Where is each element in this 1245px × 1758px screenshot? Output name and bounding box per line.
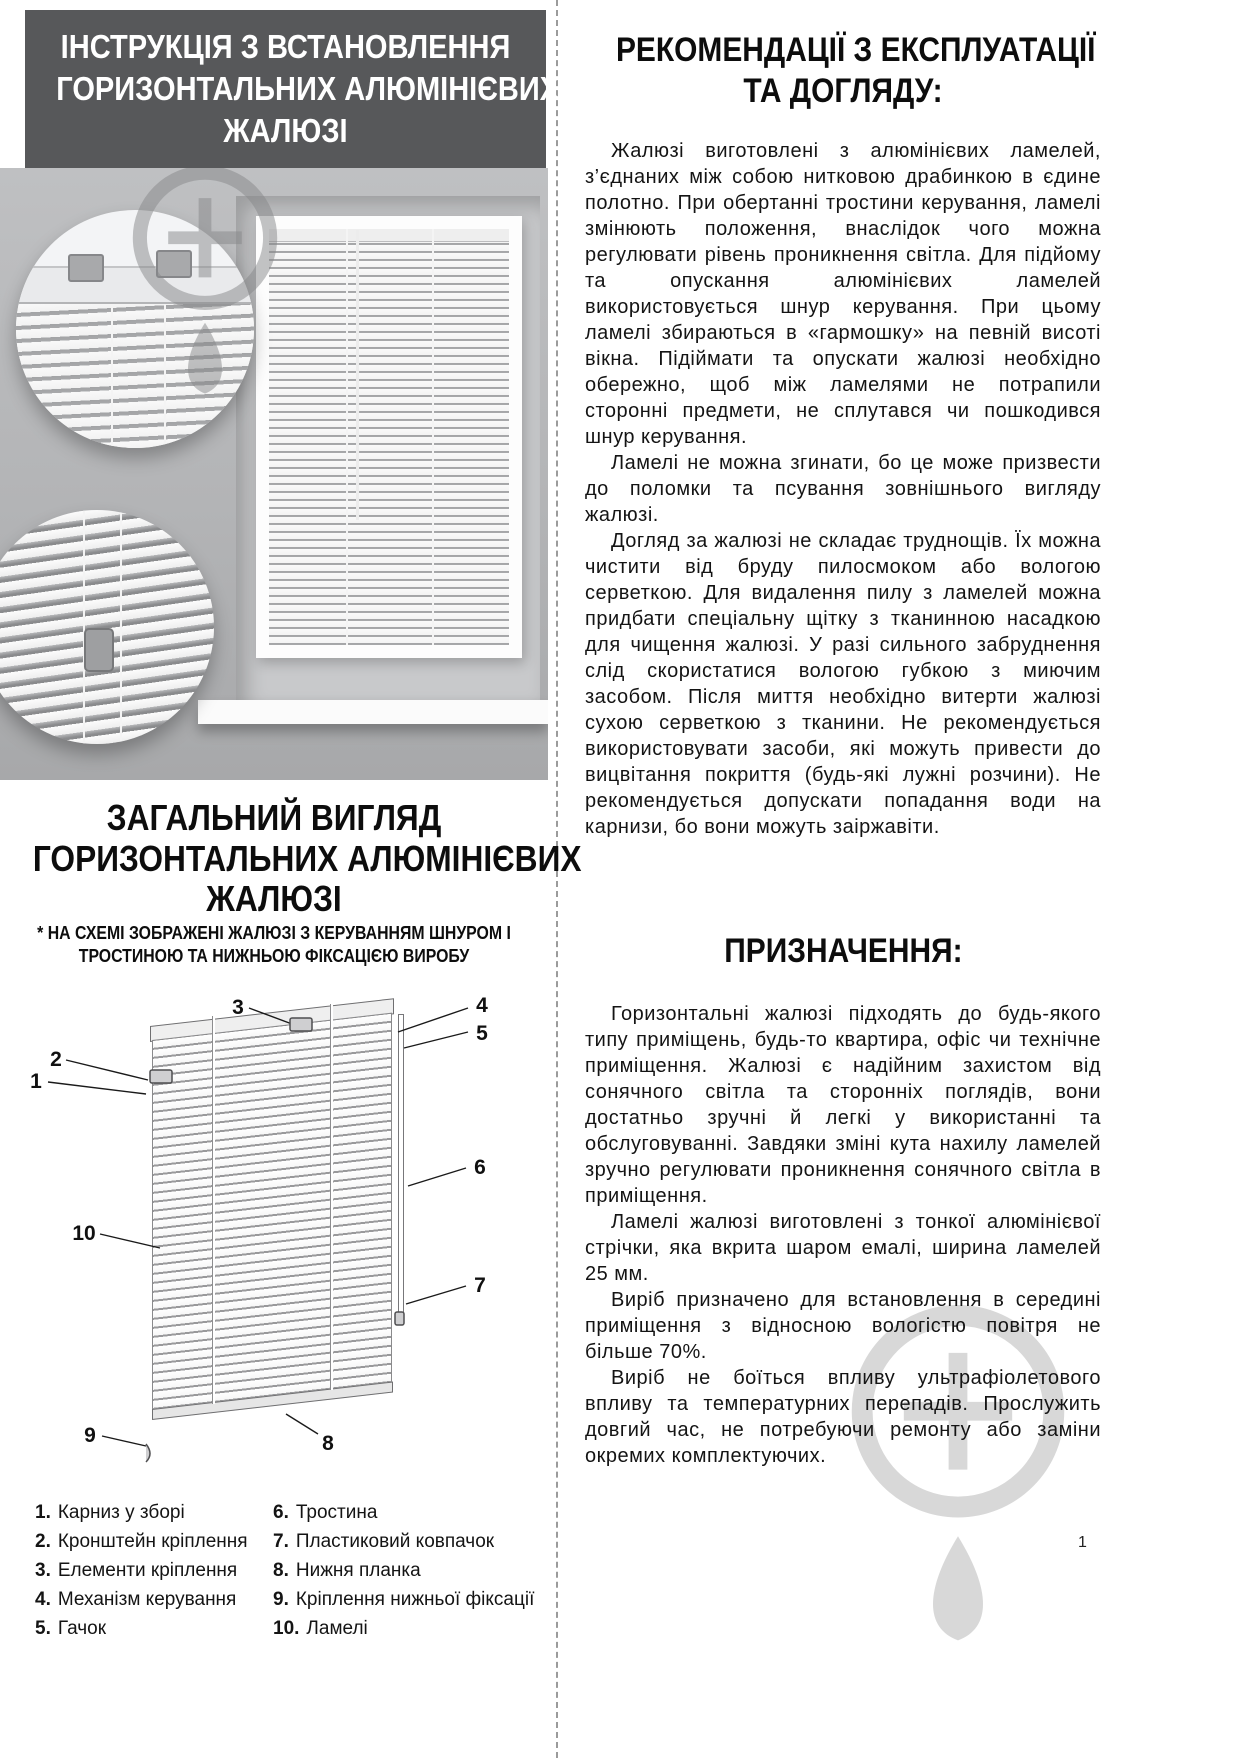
legend-item	[273, 1498, 548, 1527]
instructions-header	[25, 10, 560, 168]
blind-cord	[432, 229, 434, 645]
callout-number: 3	[232, 996, 244, 1019]
legend-label: Тростина	[295, 1502, 378, 1523]
paragraph: Жалюзі виготовлені з алюмінієвих ламелей, з’єднаних між собою нитковою драбинкою в єдине полотно. При обертанні тростини керування, ламелі змінюють положення, внаслідок чого можна регулювати рівень проникнення світла. Для підйому та опускання алюмінієвих ламелей використовується шнур керування. При цьому ламелі збираються в «гармошку» на певній висоті вікна. Підіймати та опускати жалюзі необхідно обережно, щоб між ламелями не потрапили сторонні предмети, не сплутався чи пошкодився шнур керування.	[585, 139, 1101, 448]
purpose-text	[585, 1001, 1101, 1469]
blind-cord	[346, 229, 348, 645]
overview-title-line: ЖАЛЮЗІ	[206, 878, 342, 920]
legend-item	[35, 1556, 273, 1585]
detail-slats	[16, 304, 254, 448]
detail-headrail	[16, 266, 254, 304]
mounting-bracket-icon	[156, 250, 192, 278]
care-title-line: РЕКОМЕНДАЦІЇ З ЕКСПЛУАТАЦІЇ	[615, 31, 1096, 69]
callout-number: 8	[322, 1432, 334, 1455]
legend-item	[35, 1614, 273, 1643]
legend-number: 8.	[273, 1560, 289, 1581]
callout-number: 5	[476, 1022, 488, 1045]
callout-number: 1	[30, 1070, 42, 1093]
legend-item	[35, 1498, 273, 1527]
overview-note-line: ТРОСТИНОЮ ТА НИЖНЬОЮ ФІКСАЦІЄЮ ВИРОБУ	[78, 946, 470, 967]
header-title-line: ЖАЛЮЗІ	[223, 111, 348, 149]
mounting-bracket-icon	[68, 254, 104, 282]
callout-number: 10	[72, 1222, 96, 1245]
legend-item	[273, 1614, 548, 1643]
blinds-headrail	[269, 229, 509, 242]
blind-cord	[164, 304, 166, 448]
window-frame	[256, 216, 522, 658]
legend-label: Кріплення нижньої фіксації	[295, 1589, 535, 1610]
overview-title-line: ГОРИЗОНТАЛЬНИХ АЛЮМІНІЄВИХ	[32, 837, 582, 879]
legend-number: 9.	[273, 1589, 289, 1610]
legend-number: 3.	[35, 1560, 51, 1581]
blinds-diagram	[0, 982, 548, 1494]
legend-item	[273, 1556, 548, 1585]
care-section	[585, 30, 1101, 1469]
overview-note-line: * НА СХЕМІ ЗОБРАЖЕНІ ЖАЛЮЗІ З КЕРУВАННЯМ ШНУРОМ І	[37, 923, 511, 943]
overview-note	[0, 922, 548, 969]
column-divider	[556, 0, 558, 1758]
legend-column-1	[35, 1498, 273, 1643]
blind-cord	[120, 510, 122, 744]
header-title-line: ГОРИЗОНТАЛЬНИХ АЛЮМІНІЄВИХ	[56, 70, 560, 108]
callout-number: 4	[476, 994, 488, 1017]
overview-title	[0, 797, 582, 920]
legend-number: 4.	[35, 1589, 51, 1610]
overview-title-line: ЗАГАЛЬНИЙ ВИГЛЯД	[106, 797, 442, 838]
care-text	[585, 138, 1101, 840]
blind-cord	[83, 510, 85, 744]
care-title-line: ТА ДОГЛЯДУ:	[743, 71, 943, 110]
installed-blinds-photo	[0, 168, 548, 780]
purpose-title: ПРИЗНАЧЕННЯ:	[723, 931, 963, 970]
legend-item	[273, 1585, 548, 1614]
paragraph: Ламелі не можна згинати, бо це може призвести до поломки та псування зовнішнього вигляду жалюзі.	[585, 451, 1101, 526]
paragraph: Догляд за жалюзі не складає труднощів. Їх можна чистити від бруду пилосмоком або вологою серветкою. Для видалення пилу з ламелей можна придбати спеціальну щітку з тканинною насадкою для чищення жалюзі. У разі сильного забруднення слід скористатися вологою губкою з миючим засобом. Після миття необхідно витерти жалюзі сухою серветкою з тканини. Не рекомендується використовувати засоби, які можуть привести до вицвітання покриття (будь-які лужні розчини). Не рекомендується допускати попадання води на карнизи, бо вони можуть заіржавіти.	[585, 529, 1101, 838]
detail-circle-headrail	[16, 210, 254, 448]
legend-number: 7.	[273, 1531, 289, 1552]
blind-cord	[111, 304, 113, 448]
window-blinds	[269, 229, 509, 645]
legend-label: Карниз у зборі	[57, 1502, 185, 1523]
legend-column-2	[273, 1498, 548, 1643]
legend-label: Ламелі	[306, 1618, 368, 1639]
header-title-line: ІНСТРУКЦІЯ З ВСТАНОВЛЕННЯ	[60, 28, 511, 66]
page-number: 1	[1078, 1534, 1087, 1551]
paragraph: Ламелі жалюзі виготовлені з тонкої алюмінієвої стрічки, яка вкрита шаром емалі, ширина ламелей 25 мм.	[585, 1210, 1101, 1285]
tilt-mechanism	[84, 628, 114, 672]
legend-item	[273, 1527, 548, 1556]
legend-number: 10.	[273, 1618, 300, 1639]
detail-circle-slats	[0, 510, 214, 744]
legend-label: Пластиковий ковпачок	[295, 1531, 495, 1552]
windowsill	[198, 700, 548, 724]
diagram-callouts	[0, 982, 548, 1494]
callout-number: 7	[474, 1274, 486, 1297]
legend-item	[35, 1527, 273, 1556]
legend-item	[35, 1585, 273, 1614]
legend-number: 1.	[35, 1502, 51, 1523]
legend-label: Нижня планка	[295, 1560, 421, 1581]
legend-label: Механізм керування	[57, 1589, 237, 1610]
legend-label: Гачок	[57, 1618, 107, 1639]
tilt-wand	[356, 230, 359, 520]
legend-number: 2.	[35, 1531, 51, 1552]
paragraph: Виріб не боїться впливу ультрафіолетового впливу та температурних перепадів. Прослужить довгий час, не потребуючи ремонту або заміни окремих комплектуючих.	[585, 1366, 1101, 1467]
care-title	[585, 30, 1101, 112]
callout-number: 6	[474, 1156, 486, 1179]
callout-number: 2	[50, 1048, 62, 1071]
diagram-legend	[35, 1498, 548, 1643]
legend-label: Елементи кріплення	[57, 1560, 238, 1581]
paragraph: Горизонтальні жалюзі підходять до будь-якого типу приміщень, будь-то квартира, офіс чи технічне приміщення. Жалюзі є надійним захистом від сонячного світла та сторонніх поглядів, вони достатньо зручні й легкі у використанні та обслуговуванні. Завдяки зміні кута нахилу ламелей зручно регулювати проникнення сонячного світла в приміщення.	[585, 1002, 1101, 1207]
paragraph: Виріб призначено для встановлення в середині приміщення з відносною вологістю повітря не більше 70%.	[585, 1288, 1101, 1363]
callout-number: 9	[84, 1424, 96, 1447]
legend-number: 6.	[273, 1502, 289, 1523]
legend-number: 5.	[35, 1618, 51, 1639]
legend-label: Кронштейн кріплення	[57, 1531, 248, 1552]
